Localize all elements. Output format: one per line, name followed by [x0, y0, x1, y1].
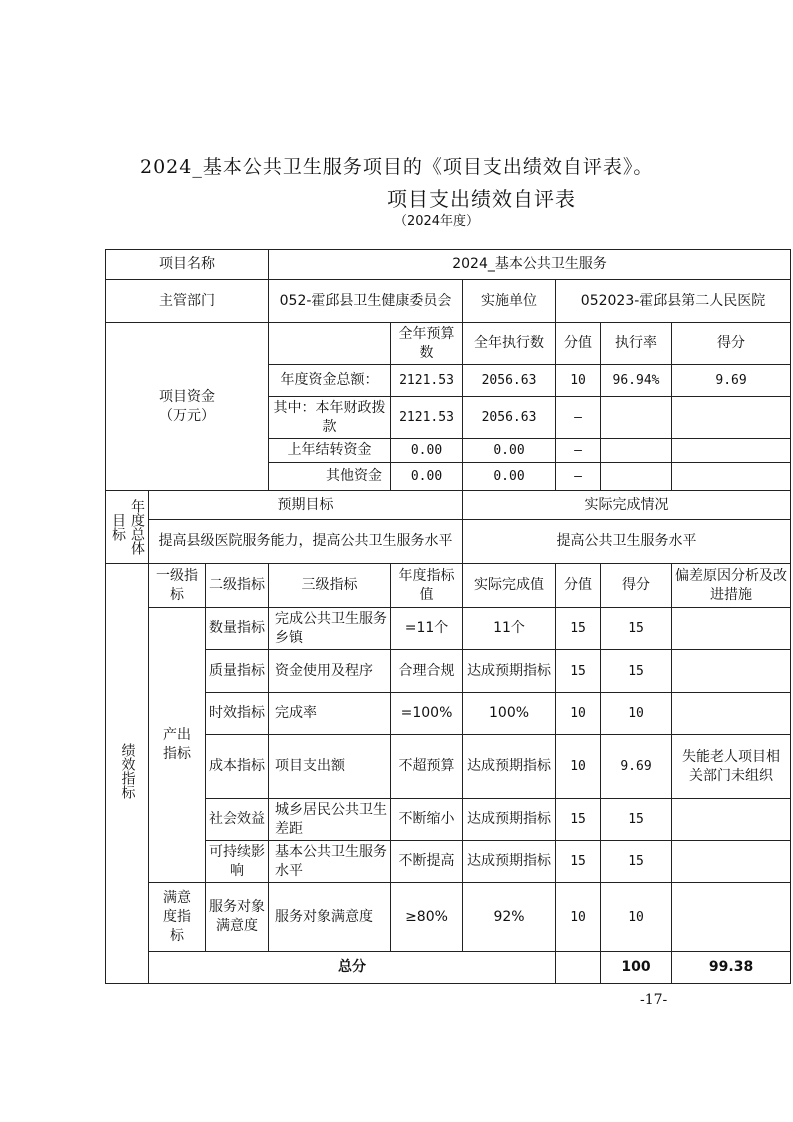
funds-actual: 2056.63	[463, 397, 556, 439]
target-label-a: 目标	[110, 513, 126, 541]
perf-value: 15	[556, 650, 601, 693]
perf-value: 15	[556, 608, 601, 650]
perf-row	[106, 693, 791, 735]
perf-value: 15	[556, 841, 601, 883]
perf-header: 三级指标	[269, 564, 391, 608]
funds-row-name: 其中：本年财政拨款	[269, 397, 391, 439]
perf-score: 15	[601, 799, 672, 841]
perf-l3: 服务对象满意度	[269, 883, 391, 952]
perf-note	[672, 841, 791, 883]
funds-score-value: 10	[556, 365, 601, 397]
funds-row-name: 上年结转资金	[269, 439, 391, 463]
funds-header: 得分	[672, 323, 791, 365]
document-title: 2024_基本公共卫生服务项目的《项目支出绩效自评表》。	[140, 156, 654, 178]
perf-note	[672, 693, 791, 735]
table-title: 项目支出绩效自评表	[387, 187, 576, 211]
funds-budget: 0.00	[391, 463, 463, 491]
perf-note	[672, 650, 791, 693]
funds-label: 项目资金（万元）	[106, 323, 269, 491]
perf-target: =11个	[391, 608, 463, 650]
perf-note	[672, 799, 791, 841]
funds-budget: 2121.53	[391, 365, 463, 397]
perf-value: 10	[556, 883, 601, 952]
perf-row	[106, 608, 791, 650]
perf-header: 得分	[601, 564, 672, 608]
perf-l3: 完成率	[269, 693, 391, 735]
perf-row	[106, 735, 791, 799]
funds-row-name: 其他资金	[269, 463, 391, 491]
funds-header: 全年预算数	[391, 323, 463, 365]
perf-l2: 成本指标	[206, 735, 269, 799]
perf-row	[106, 883, 791, 952]
perf-header: 一级指标	[149, 564, 206, 608]
perf-l3: 城乡居民公共卫生差距	[269, 799, 391, 841]
funds-score	[672, 439, 791, 463]
total-blank	[556, 952, 601, 984]
actual-result: 提高公共卫生服务水平	[463, 520, 791, 564]
perf-target: 不超预算	[391, 735, 463, 799]
actual-header: 实际完成情况	[463, 491, 791, 520]
funds-score-value: —	[556, 439, 601, 463]
perf-note: 失能老人项目相关部门未组织	[672, 735, 791, 799]
perf-value: 10	[556, 693, 601, 735]
funds-actual: 0.00	[463, 463, 556, 491]
perf-l2: 服务对象满意度	[206, 883, 269, 952]
total-label: 总分	[149, 952, 556, 984]
perf-score: 10	[601, 693, 672, 735]
perf-l3: 资金使用及程序	[269, 650, 391, 693]
perf-actual: 100%	[463, 693, 556, 735]
perf-score: 9.69	[601, 735, 672, 799]
perf-actual: 达成预期指标	[463, 650, 556, 693]
funds-score-value: —	[556, 397, 601, 439]
total-row	[106, 952, 791, 984]
funds-header: 全年执行数	[463, 323, 556, 365]
perf-score: 15	[601, 608, 672, 650]
dept-value: 052-霍邱县卫生健康委员会	[269, 280, 463, 323]
perf-row	[106, 650, 791, 693]
perf-header: 年度指标值	[391, 564, 463, 608]
project-name-label: 项目名称	[106, 250, 269, 280]
perf-target: 不断缩小	[391, 799, 463, 841]
table-year: （2024年度）	[393, 214, 480, 229]
perf-target: 不断提高	[391, 841, 463, 883]
perf-note	[672, 883, 791, 952]
project-name-value: 2024_基本公共卫生服务	[269, 250, 791, 280]
perf-l3: 完成公共卫生服务乡镇	[269, 608, 391, 650]
funds-row-name: 年度资金总额：	[269, 365, 391, 397]
total-score: 99.38	[672, 952, 791, 984]
target-label-b: 年度总体	[129, 499, 145, 555]
perf-actual: 达成预期指标	[463, 799, 556, 841]
funds-rate	[601, 463, 672, 491]
perf-score: 15	[601, 650, 672, 693]
funds-rate	[601, 397, 672, 439]
perf-actual: 达成预期指标	[463, 841, 556, 883]
funds-budget: 0.00	[391, 439, 463, 463]
perf-value: 10	[556, 735, 601, 799]
perf-l2: 数量指标	[206, 608, 269, 650]
funds-score-value: —	[556, 463, 601, 491]
perf-target: ≥80%	[391, 883, 463, 952]
perf-l3: 基本公共卫生服务水平	[269, 841, 391, 883]
perf-note	[672, 608, 791, 650]
perf-header: 分值	[556, 564, 601, 608]
page-number: -17-	[640, 992, 668, 1008]
perf-l2: 质量指标	[206, 650, 269, 693]
performance-label-text: 绩效指标	[119, 742, 136, 799]
perf-l3: 项目支出额	[269, 735, 391, 799]
target-label	[106, 491, 149, 564]
perf-target: 合理合规	[391, 650, 463, 693]
perf-header: 实际完成值	[463, 564, 556, 608]
funds-header-blank	[269, 323, 391, 365]
funds-score: 9.69	[672, 365, 791, 397]
level1-satisfaction: 满意度指标	[149, 883, 206, 952]
perf-header: 偏差原因分析及改进措施	[672, 564, 791, 608]
dept-label: 主管部门	[106, 280, 269, 323]
funds-actual: 0.00	[463, 439, 556, 463]
unit-value: 052023-霍邱县第二人民医院	[556, 280, 791, 323]
unit-label: 实施单位	[463, 280, 556, 323]
total-value: 100	[601, 952, 672, 984]
funds-actual: 2056.63	[463, 365, 556, 397]
perf-l2: 可持续影响	[206, 841, 269, 883]
perf-actual: 达成预期指标	[463, 735, 556, 799]
funds-header: 执行率	[601, 323, 672, 365]
perf-header: 二级指标	[206, 564, 269, 608]
expected-target: 提高县级医院服务能力，提高公共卫生服务水平	[149, 520, 463, 564]
perf-l2: 社会效益	[206, 799, 269, 841]
funds-budget: 2121.53	[391, 397, 463, 439]
perf-l2: 时效指标	[206, 693, 269, 735]
perf-actual: 92%	[463, 883, 556, 952]
self-evaluation-table	[105, 249, 791, 984]
funds-rate	[601, 439, 672, 463]
perf-score: 15	[601, 841, 672, 883]
perf-score: 10	[601, 883, 672, 952]
funds-score	[672, 397, 791, 439]
funds-header: 分值	[556, 323, 601, 365]
perf-value: 15	[556, 799, 601, 841]
perf-target: =100%	[391, 693, 463, 735]
funds-rate: 96.94%	[601, 365, 672, 397]
perf-actual: 11个	[463, 608, 556, 650]
funds-score	[672, 463, 791, 491]
level1-output: 产出指标	[149, 608, 206, 883]
perf-row	[106, 799, 791, 841]
perf-row	[106, 841, 791, 883]
expected-header: 预期目标	[149, 491, 463, 520]
performance-label	[106, 564, 149, 984]
